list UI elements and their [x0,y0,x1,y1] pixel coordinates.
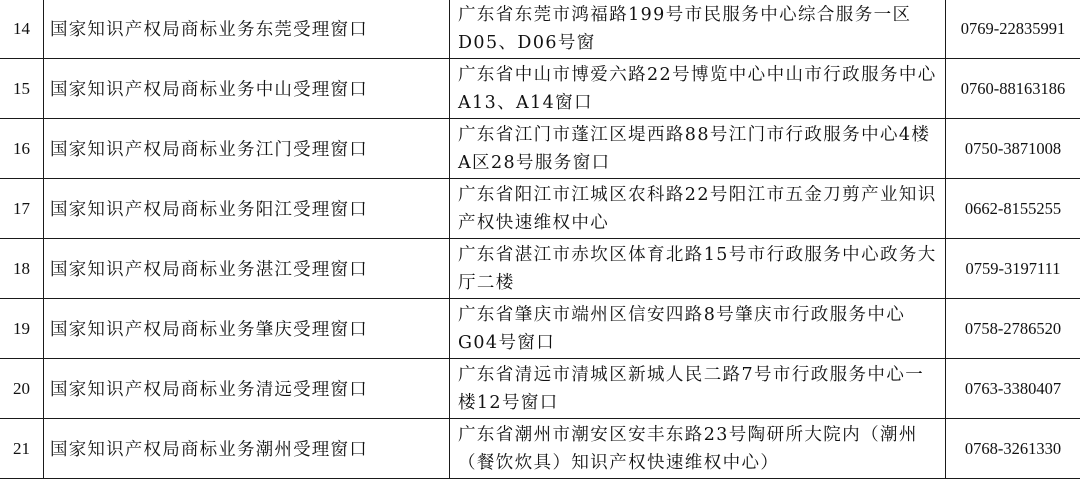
office-phone: 0759-3197111 [946,239,1080,299]
office-phone: 0758-2786520 [946,299,1080,359]
office-address: 广东省江门市蓬江区堤西路88号江门市行政服务中心4楼A区28号服务窗口 [450,119,946,179]
table-row [0,179,1080,239]
office-name: 国家知识产权局商标业务阳江受理窗口 [44,179,450,239]
row-number: 15 [0,59,44,119]
office-phone: 0763-3380407 [946,359,1080,419]
office-name: 国家知识产权局商标业务江门受理窗口 [44,119,450,179]
office-address: 广东省湛江市赤坎区体育北路15号市行政服务中心政务大厅二楼 [450,239,946,299]
office-address: 广东省阳江市江城区农科路22号阳江市五金刀剪产业知识产权快速维权中心 [450,179,946,239]
office-name: 国家知识产权局商标业务清远受理窗口 [44,359,450,419]
office-address: 广东省肇庆市端州区信安四路8号肇庆市行政服务中心G04号窗口 [450,299,946,359]
table-row [0,59,1080,119]
row-number: 14 [0,0,44,59]
office-address: 广东省东莞市鸿福路199号市民服务中心综合服务一区D05、D06号窗 [450,0,946,59]
row-number: 20 [0,359,44,419]
office-name: 国家知识产权局商标业务中山受理窗口 [44,59,450,119]
row-number: 19 [0,299,44,359]
table-row [0,239,1080,299]
table-row [0,419,1080,479]
office-address: 广东省潮州市潮安区安丰东路23号陶研所大院内（潮州（餐饮炊具）知识产权快速维权中心） [450,419,946,479]
table-row [0,119,1080,179]
office-phone: 0662-8155255 [946,179,1080,239]
row-number: 17 [0,179,44,239]
office-name: 国家知识产权局商标业务潮州受理窗口 [44,419,450,479]
office-name: 国家知识产权局商标业务肇庆受理窗口 [44,299,450,359]
office-phone: 0760-88163186 [946,59,1080,119]
office-address: 广东省中山市博爱六路22号博览中心中山市行政服务中心A13、A14窗口 [450,59,946,119]
office-name: 国家知识产权局商标业务湛江受理窗口 [44,239,450,299]
table-row [0,299,1080,359]
row-number: 16 [0,119,44,179]
table-row [0,359,1080,419]
row-number: 21 [0,419,44,479]
office-phone: 0769-22835991 [946,0,1080,59]
office-name: 国家知识产权局商标业务东莞受理窗口 [44,0,450,59]
office-phone: 0768-3261330 [946,419,1080,479]
table-row [0,0,1080,59]
row-number: 18 [0,239,44,299]
office-address: 广东省清远市清城区新城人民二路7号市行政服务中心一楼12号窗口 [450,359,946,419]
office-phone: 0750-3871008 [946,119,1080,179]
